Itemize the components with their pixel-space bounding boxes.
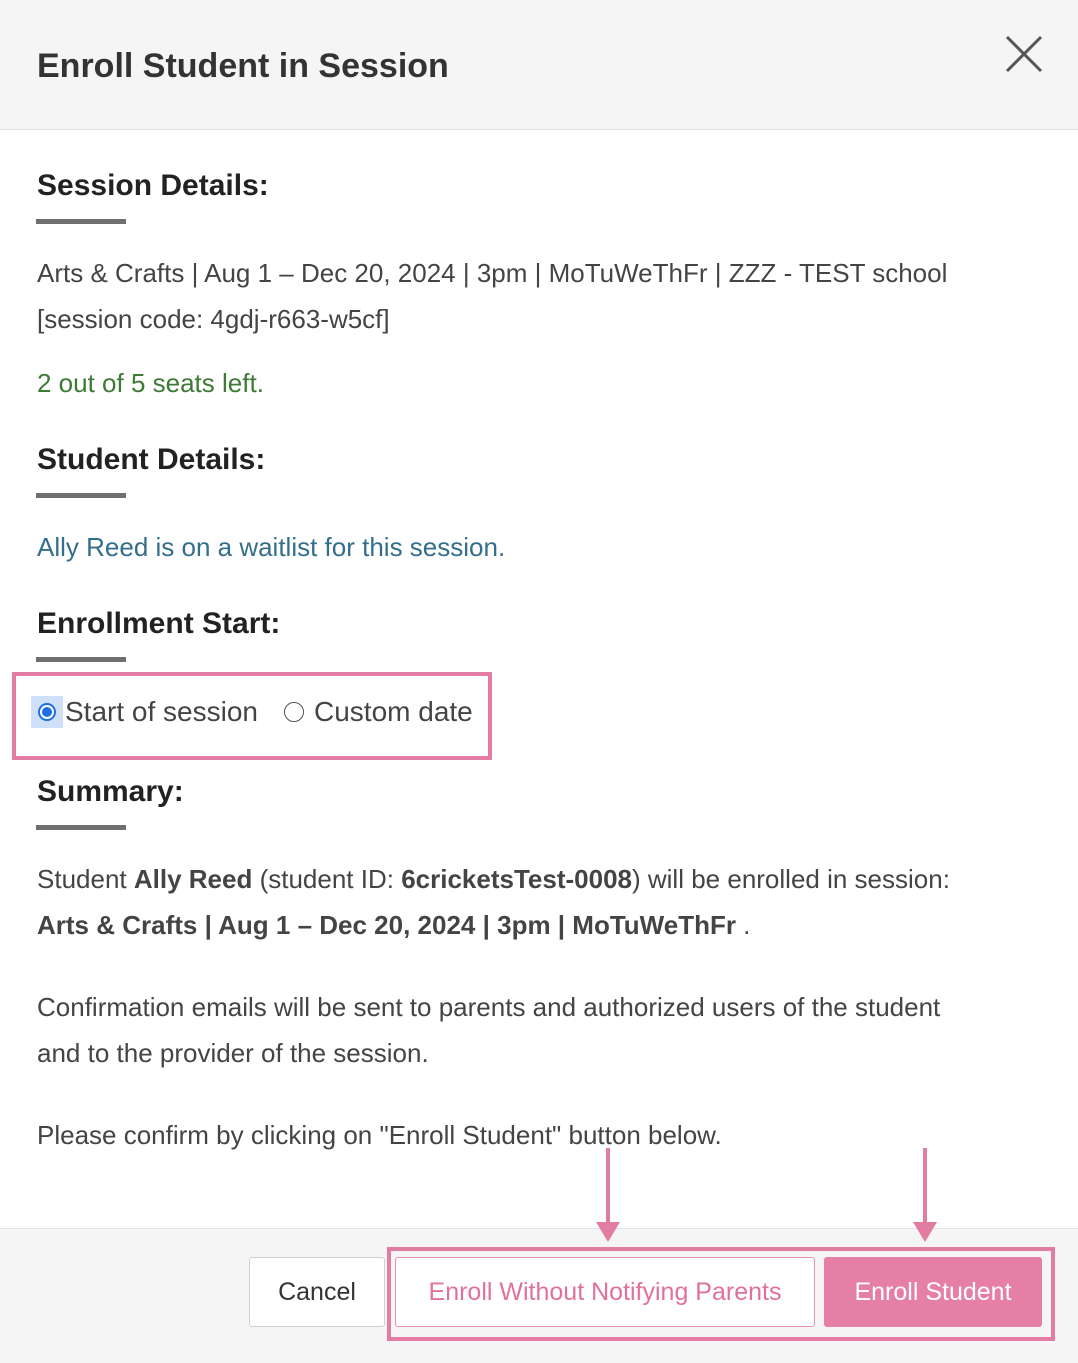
modal-header [0,0,1078,130]
cancel-button[interactable]: Cancel [249,1257,385,1327]
confirm-instruction: Please confirm by clicking on "Enroll Student" button below. [37,1120,722,1150]
enroll-student-button[interactable]: Enroll Student [824,1257,1042,1327]
radio-unchecked-icon [284,702,304,722]
session-name: Arts & Crafts | Aug 1 – Dec 20, 2024 | 3pm | MoTuWeThFr [37,910,736,940]
summary-enroll-sentence: Student Ally Reed (student ID: 6cricketsTest-0008) will be enrolled in session: [37,864,950,894]
enrollment-start-heading: Enrollment Start: [37,607,281,640]
student-details-heading: Student Details: [37,443,266,476]
student-name: Ally Reed [133,864,253,894]
radio-label: Start of session [65,696,258,727]
arrow-down-icon [594,1148,622,1244]
student-id: 6cricketsTest-0008 [401,864,632,894]
heading-underline [36,219,126,224]
radio-checked-icon [38,703,56,721]
heading-underline [36,825,126,830]
summary-heading: Summary: [37,775,184,808]
arrow-down-icon [911,1148,939,1244]
waitlist-notice: Ally Reed is on a waitlist for this session. [37,532,506,562]
session-description: Arts & Crafts | Aug 1 – Dec 20, 2024 | 3pm | MoTuWeThFr | ZZZ - TEST school [37,258,948,288]
confirmation-email-note-cont: and to the provider of the session. [37,1038,429,1068]
heading-underline [36,657,126,662]
radio-start-of-session[interactable] [31,696,258,728]
session-code: [session code: 4gdj-r663-w5cf] [37,304,390,334]
modal-title: Enroll Student in Session [37,47,449,85]
enroll-without-notifying-button[interactable]: Enroll Without Notifying Parents [395,1257,815,1327]
radio-label: Custom date [314,696,473,727]
seats-left: 2 out of 5 seats left. [37,368,264,398]
session-details-heading: Session Details: [37,169,269,202]
summary-session: Arts & Crafts | Aug 1 – Dec 20, 2024 | 3pm | MoTuWeThFr . [37,910,751,940]
heading-underline [36,493,126,498]
confirmation-email-note: Confirmation emails will be sent to parents and authorized users of the student [37,992,941,1022]
radio-custom-date[interactable] [284,696,473,728]
close-icon[interactable] [1002,32,1046,76]
